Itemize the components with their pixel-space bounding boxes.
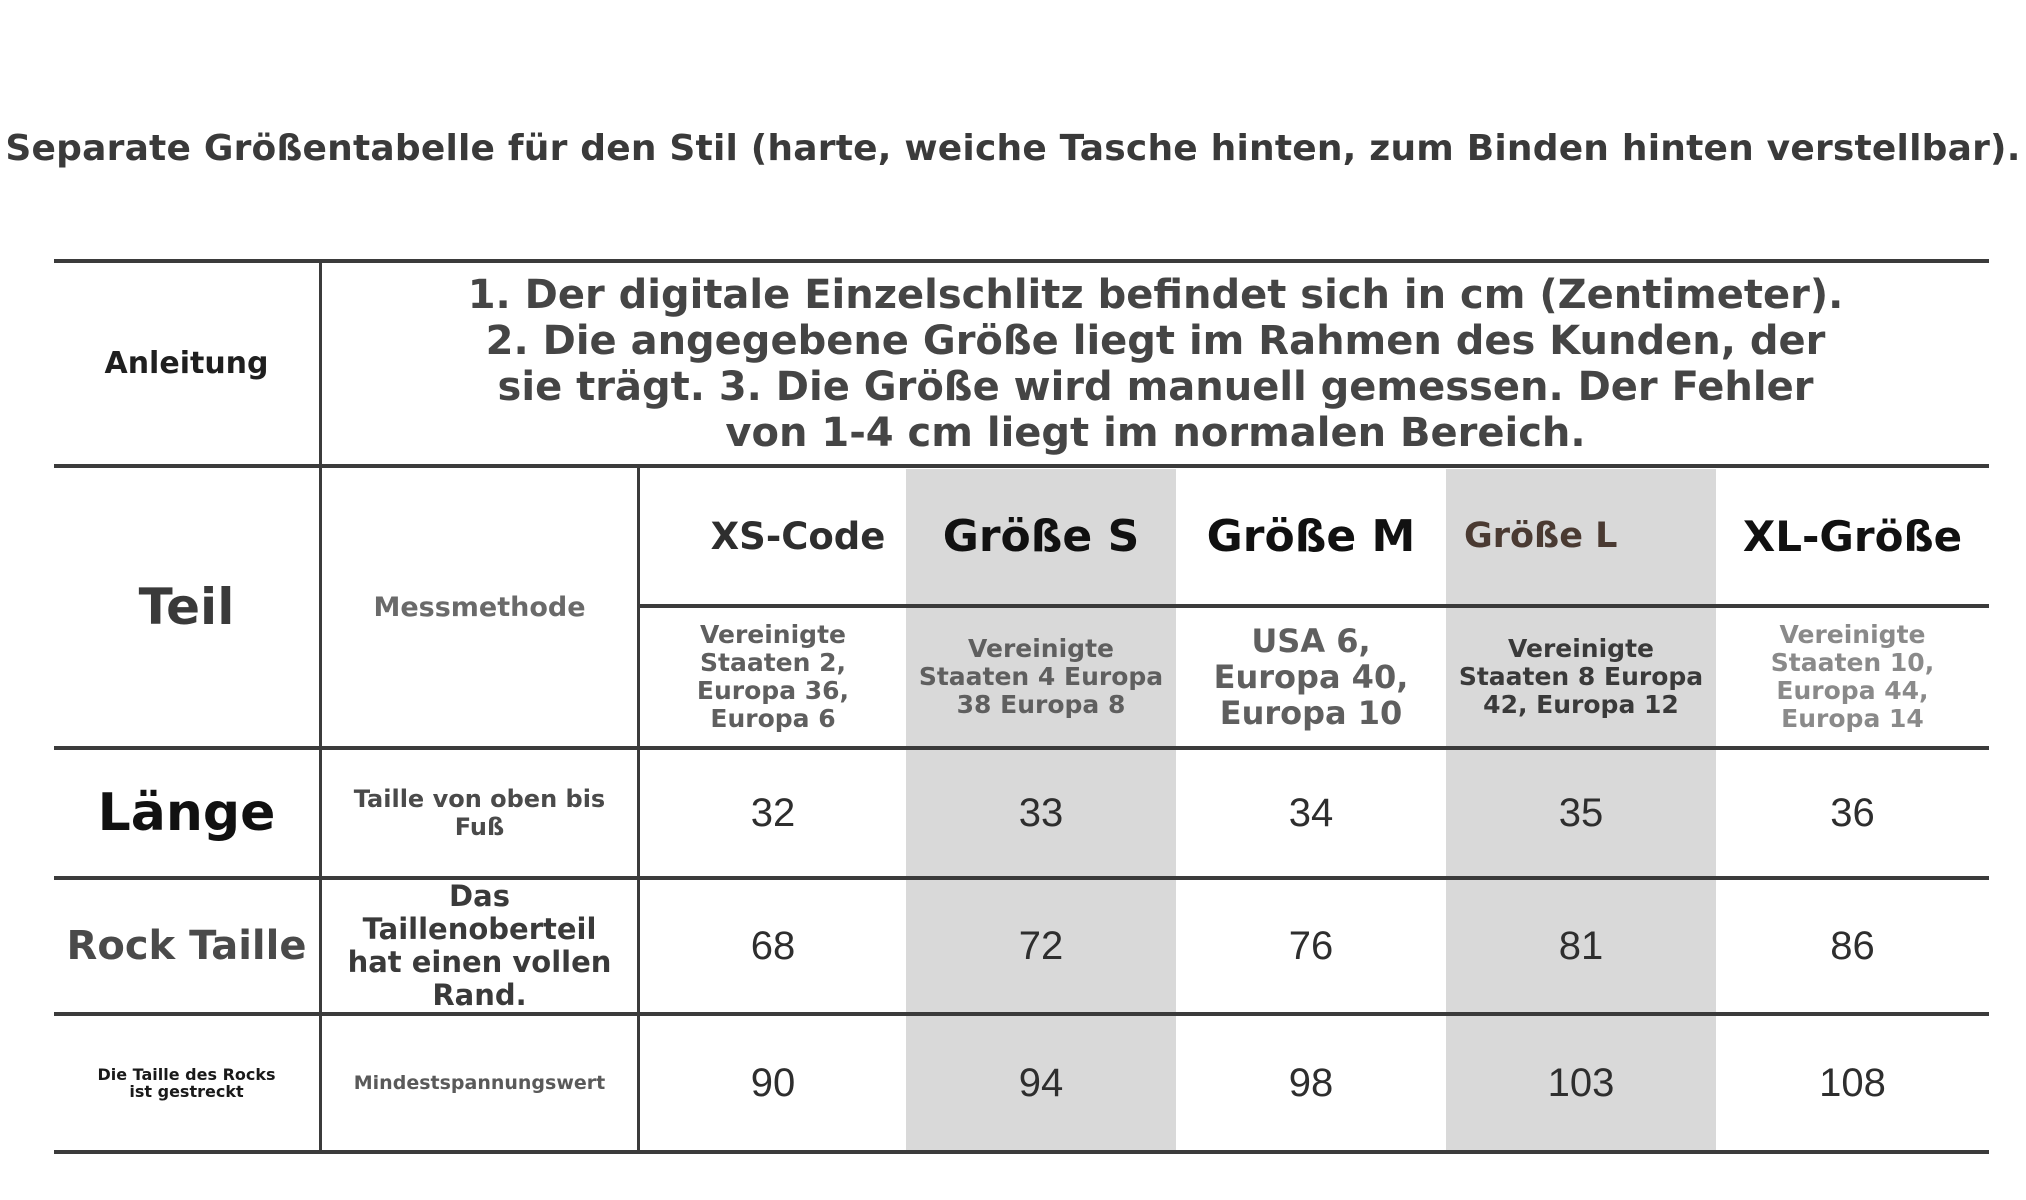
size-conversion-xl: Vereinigte Staaten 10, Europa 44, Europa 14	[1770, 620, 1935, 733]
instructions-line-2: 2. Die angegebene Größe liegt im Rahmen des Kunden, der	[485, 317, 1826, 364]
value-stretched-waist-xs: 90	[750, 1060, 796, 1105]
row-label-length: Länge	[97, 783, 276, 843]
value-length-xl: 36	[1830, 790, 1875, 835]
value-skirt-waist-xl: 86	[1830, 923, 1875, 968]
part-header: Teil	[138, 578, 235, 636]
value-length-xs: 32	[750, 790, 796, 835]
value-length-m: 34	[1288, 790, 1334, 835]
value-stretched-waist-xl: 108	[1819, 1060, 1886, 1105]
size-chart-table	[54, 259, 1989, 1152]
size-header-l: Größe L	[1464, 516, 1618, 556]
row-method-skirt-waist: Das Taillenoberteil hat einen vollen Rand.	[347, 879, 612, 1012]
size-header-s: Größe S	[942, 510, 1140, 562]
instructions-label: Anleitung	[104, 346, 269, 381]
value-skirt-waist-xs: 68	[750, 923, 796, 968]
size-conversion-m: USA 6, Europa 40, Europa 10	[1213, 622, 1409, 732]
value-length-s: 33	[1018, 790, 1064, 835]
value-stretched-waist-s: 94	[1018, 1060, 1064, 1105]
row-method-stretched-waist: Mindestspannungswert	[353, 1072, 606, 1094]
size-header-xs: XS-Code	[710, 514, 886, 558]
size-header-m: Größe M	[1206, 510, 1416, 562]
row-label-skirt-waist: Rock Taille	[66, 923, 307, 969]
instructions-line-4: von 1-4 cm liegt im normalen Bereich.	[725, 409, 1586, 456]
size-conversion-xs: Vereinigte Staaten 2, Europa 36, Europa 6	[696, 620, 850, 733]
row-method-length: Taille von oben bis Fuß	[353, 785, 606, 841]
instructions-line-1: 1. Der digitale Einzelschlitz befindet sich in cm (Zentimeter).	[467, 271, 1844, 318]
size-conversion-s: Vereinigte Staaten 4 Europa 38 Europa 8	[918, 634, 1164, 719]
method-header: Messmethode	[373, 591, 586, 623]
row-label-stretched-waist: Die Taille des Rocks ist gestreckt	[97, 1065, 276, 1101]
size-conversion-l: Vereinigte Staaten 8 Europa 42, Europa 12	[1458, 634, 1704, 719]
instructions-line-3: sie trägt. 3. Die Größe wird manuell gemessen. Der Fehler	[497, 363, 1814, 410]
instructions-text	[322, 263, 1989, 464]
value-skirt-waist-l: 81	[1558, 923, 1604, 968]
size-header-xl: XL-Größe	[1742, 511, 1963, 561]
value-stretched-waist-m: 98	[1288, 1060, 1334, 1105]
value-skirt-waist-s: 72	[1018, 923, 1064, 968]
value-length-l: 35	[1558, 790, 1604, 835]
value-stretched-waist-l: 103	[1547, 1060, 1615, 1105]
table-bottom-border	[54, 1150, 1989, 1154]
page-title: Separate Größentabelle für den Stil (harte, weiche Tasche hinten, zum Binden hinten verstellbar).	[5, 128, 2021, 169]
value-skirt-waist-m: 76	[1288, 923, 1334, 968]
